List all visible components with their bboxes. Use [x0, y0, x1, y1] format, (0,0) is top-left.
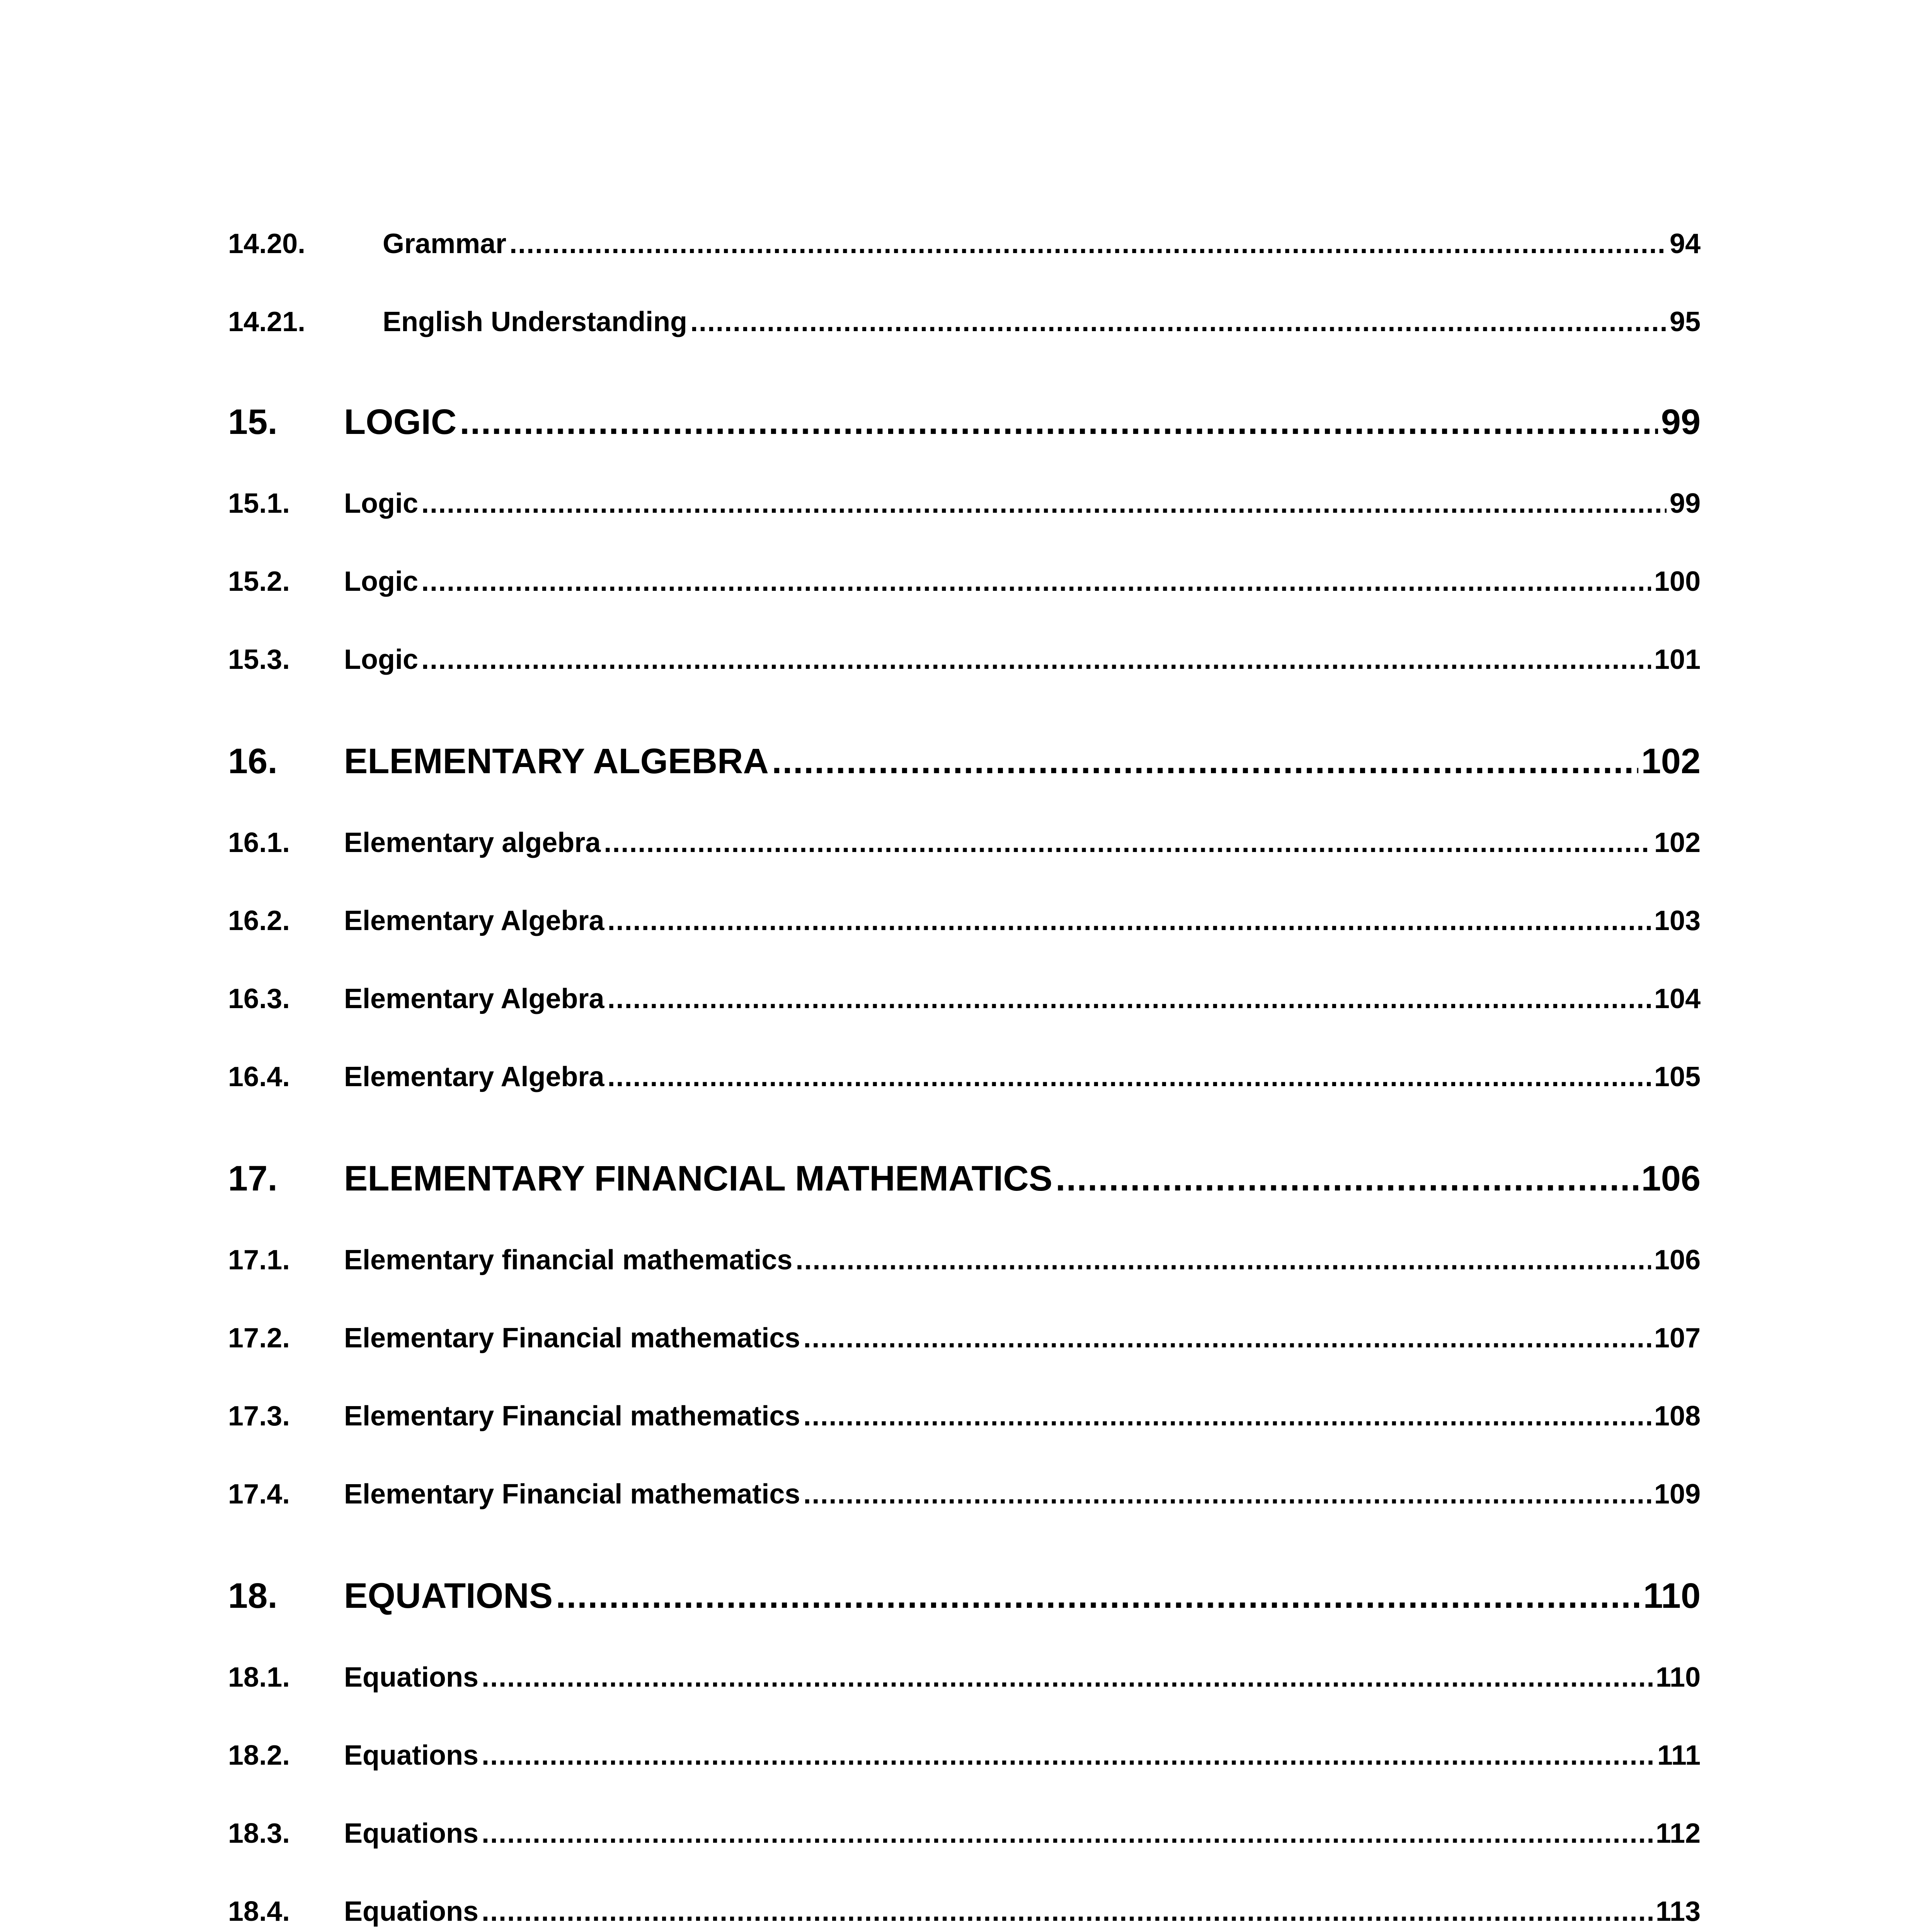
toc-entry-18-4[interactable]: [228, 1896, 1701, 1927]
toc-entry-page: 95: [1669, 306, 1701, 337]
toc-entry-title: Elementary Algebra: [344, 905, 604, 936]
toc-chapter-18[interactable]: [228, 1576, 1701, 1616]
toc-chapter-title: ELEMENTARY ALGEBRA: [344, 742, 769, 781]
toc-entry-18-3[interactable]: [228, 1818, 1701, 1849]
toc-entry-title: Equations: [344, 1740, 479, 1771]
toc-entry-title: Logic: [344, 566, 418, 597]
dot-leader: [690, 306, 1667, 338]
toc-entry-title: Equations: [344, 1896, 479, 1927]
toc-entry-title: Logic: [344, 488, 418, 519]
toc-entry-number: 16.2.: [228, 905, 290, 936]
toc-entry-16-1[interactable]: [228, 827, 1701, 859]
table-of-contents: [228, 0, 1701, 1932]
toc-entry-title: Elementary Financial mathematics: [344, 1401, 800, 1432]
toc-entry-page: 108: [1654, 1401, 1701, 1432]
dot-leader: [1056, 1158, 1638, 1199]
toc-chapter-number: 17.: [228, 1159, 278, 1198]
dot-leader: [482, 1740, 1654, 1771]
toc-entry-page: 104: [1654, 983, 1701, 1014]
toc-entry-title: English Understanding: [383, 306, 688, 337]
toc-entry-page: 99: [1669, 488, 1701, 519]
toc-entry-number: 14.20.: [228, 228, 306, 259]
toc-entry-17-4[interactable]: [228, 1478, 1701, 1510]
toc-chapter-page: 102: [1641, 742, 1701, 781]
dot-leader: [608, 1061, 1651, 1093]
dot-leader: [604, 827, 1651, 859]
toc-entry-title: Equations: [344, 1818, 479, 1849]
toc-entry-number: 18.2.: [228, 1740, 290, 1771]
toc-entry-number: 16.4.: [228, 1061, 290, 1092]
toc-chapter-number: 15.: [228, 402, 278, 442]
toc-chapter-page: 99: [1661, 402, 1701, 442]
dot-leader: [772, 741, 1638, 782]
toc-entry-14-20[interactable]: [228, 228, 1701, 260]
toc-chapter-17[interactable]: [228, 1158, 1701, 1199]
dot-leader: [509, 228, 1667, 260]
toc-entry-18-2[interactable]: [228, 1740, 1701, 1771]
dot-leader: [803, 1400, 1651, 1432]
toc-entry-18-1[interactable]: [228, 1662, 1701, 1693]
toc-entry-number: 17.4.: [228, 1479, 290, 1510]
toc-chapter-title: EQUATIONS: [344, 1576, 553, 1616]
toc-entry-number: 17.1.: [228, 1245, 290, 1276]
toc-entry-page: 110: [1655, 1662, 1701, 1693]
dot-leader: [795, 1244, 1651, 1276]
toc-entry-title: Logic: [344, 644, 418, 675]
toc-entry-page: 106: [1654, 1245, 1701, 1276]
toc-entry-title: Elementary Algebra: [344, 983, 604, 1014]
toc-entry-page: 113: [1655, 1896, 1701, 1927]
toc-entry-page: 111: [1657, 1740, 1701, 1771]
toc-entry-page: 109: [1654, 1479, 1701, 1510]
toc-entry-16-4[interactable]: [228, 1061, 1701, 1093]
dot-leader: [421, 566, 1651, 597]
dot-leader: [421, 488, 1667, 519]
toc-entry-number: 18.3.: [228, 1818, 290, 1849]
toc-entry-15-1[interactable]: [228, 488, 1701, 519]
toc-entry-number: 15.2.: [228, 566, 290, 597]
toc-chapter-15[interactable]: [228, 402, 1701, 442]
dot-leader: [482, 1818, 1653, 1849]
toc-chapter-page: 106: [1641, 1159, 1701, 1198]
toc-entry-title: Elementary financial mathematics: [344, 1245, 793, 1276]
toc-entry-number: 16.3.: [228, 983, 290, 1014]
toc-entry-page: 103: [1654, 905, 1701, 936]
dot-leader: [556, 1576, 1640, 1616]
toc-entry-16-2[interactable]: [228, 905, 1701, 937]
toc-entry-page: 94: [1669, 228, 1701, 259]
toc-chapter-number: 18.: [228, 1576, 278, 1616]
toc-entry-number: 18.1.: [228, 1662, 290, 1693]
toc-chapter-number: 16.: [228, 742, 278, 781]
toc-entry-17-3[interactable]: [228, 1400, 1701, 1432]
toc-entry-number: 15.1.: [228, 488, 290, 519]
toc-entry-title: Elementary Financial mathematics: [344, 1323, 800, 1354]
toc-entry-number: 17.2.: [228, 1323, 290, 1354]
toc-entry-title: Elementary algebra: [344, 827, 601, 858]
toc-entry-title: Equations: [344, 1662, 479, 1693]
dot-leader: [608, 983, 1651, 1015]
toc-chapter-16[interactable]: [228, 741, 1701, 782]
toc-entry-title: Elementary Financial mathematics: [344, 1479, 800, 1510]
toc-entry-page: 107: [1654, 1323, 1701, 1354]
dot-leader: [608, 905, 1651, 937]
dot-leader: [482, 1896, 1653, 1927]
toc-entry-15-2[interactable]: [228, 566, 1701, 597]
toc-entry-15-3[interactable]: [228, 644, 1701, 675]
toc-entry-14-21[interactable]: [228, 306, 1701, 338]
toc-entry-page: 101: [1654, 644, 1701, 675]
toc-entry-number: 17.3.: [228, 1401, 290, 1432]
toc-chapter-page: 110: [1643, 1576, 1701, 1616]
toc-chapter-title: ELEMENTARY FINANCIAL MATHEMATICS: [344, 1159, 1053, 1198]
toc-entry-16-3[interactable]: [228, 983, 1701, 1015]
toc-entry-title: Elementary Algebra: [344, 1061, 604, 1092]
dot-leader: [803, 1478, 1651, 1510]
toc-entry-number: 15.3.: [228, 644, 290, 675]
dot-leader: [421, 644, 1651, 675]
dot-leader: [482, 1662, 1653, 1693]
toc-entry-page: 100: [1654, 566, 1701, 597]
toc-entry-number: 18.4.: [228, 1896, 290, 1927]
dot-leader: [803, 1322, 1651, 1354]
dot-leader: [460, 402, 1658, 442]
toc-entry-page: 102: [1654, 827, 1701, 858]
toc-entry-page: 105: [1654, 1061, 1701, 1092]
toc-entry-title: Grammar: [383, 228, 507, 259]
toc-entry-number: 16.1.: [228, 827, 290, 858]
toc-chapter-title: LOGIC: [344, 402, 457, 442]
toc-entry-17-1[interactable]: [228, 1244, 1701, 1276]
toc-entry-page: 112: [1655, 1818, 1701, 1849]
toc-entry-17-2[interactable]: [228, 1322, 1701, 1354]
toc-entry-number: 14.21.: [228, 306, 306, 337]
